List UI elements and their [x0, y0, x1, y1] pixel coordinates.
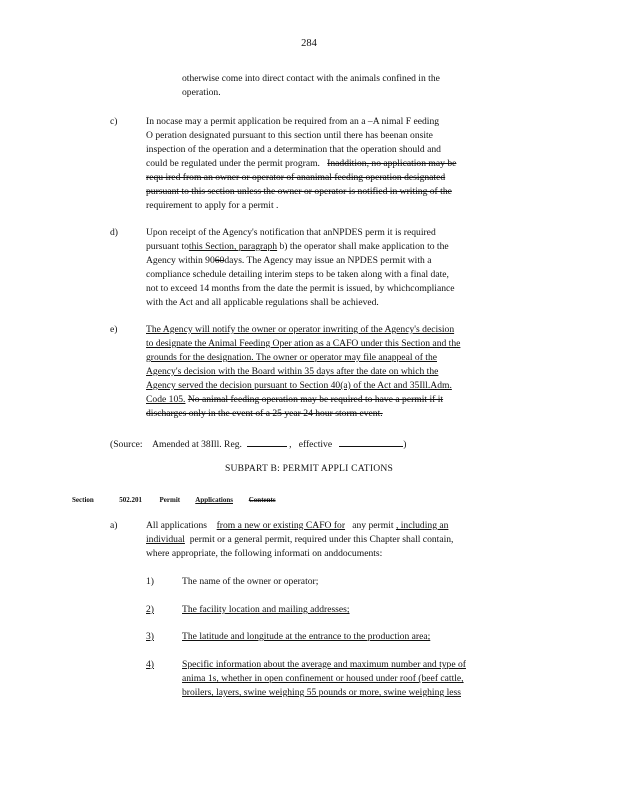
- inserted-text: , including an: [395, 520, 449, 531]
- deleted-line: discharges only in the event of a 25 year 24 hour storm event.: [146, 408, 383, 419]
- text-segment: b) the operator shall make application to the: [277, 241, 449, 252]
- text-line: where appropriate, the following informati on anddocuments:: [146, 548, 383, 559]
- text-segment: Agency within 90: [146, 255, 215, 266]
- register-blank: [247, 436, 287, 447]
- section-heading: [72, 493, 294, 507]
- source-amended: Amended at 38Ill. Reg.: [152, 439, 242, 450]
- text-line: requirement to apply for a permit .: [146, 200, 279, 211]
- deleted-text: 60: [214, 255, 225, 266]
- text-line: [146, 157, 538, 171]
- item-text: The latitude and longitude at the entrance to the production area;: [182, 631, 431, 642]
- item-text: [182, 658, 538, 700]
- inserted-line: to designate the Animal Feeding Oper ation as a CAFO under this Section and the: [146, 338, 461, 349]
- inserted-line: grounds for the designation. The owner or operator may file anappeal of the: [146, 352, 438, 363]
- paragraph-label-a: a): [110, 520, 118, 531]
- text-line: [146, 240, 538, 254]
- text-line: Upon receipt of the Agency's notification that anNPDES perm it is required: [146, 227, 436, 238]
- deleted-line: requ ired from an owner or operator of ananimal feeding operation designated: [146, 172, 446, 183]
- source-open: (Source:: [110, 439, 143, 450]
- text-line: [146, 519, 538, 533]
- text-segment: could be regulated under the permit program.: [146, 158, 320, 169]
- text-line: not to exceed 14 months from the date the permit is issued, by whichcompliance: [146, 283, 455, 294]
- section-title-contents: Contents: [248, 496, 276, 504]
- item-text: The facility location and mailing addresses;: [182, 604, 350, 615]
- inserted-text: this Section, paragraph: [188, 241, 278, 252]
- item-number: 2): [146, 604, 154, 615]
- paragraph-c: [146, 115, 538, 213]
- section-label: Section: [72, 496, 94, 504]
- text-line: with the Act and all applicable regulations shall be achieved.: [146, 297, 379, 308]
- paragraph-a: [146, 519, 538, 561]
- deleted-text: Inaddition, no application may be: [327, 158, 457, 169]
- inserted-line: anima 1s, whether in open confinement or housed under roof (beef cattle,: [182, 673, 464, 684]
- continuation-paragraph: [182, 72, 506, 100]
- paragraph-e: [146, 323, 538, 421]
- text-line: [146, 393, 538, 407]
- item-number: 4): [146, 659, 154, 670]
- source-note: (Source: Amended at 38Ill. Reg. , effective ): [110, 436, 407, 452]
- page-number: 284: [301, 38, 317, 49]
- item-text: The name of the owner or operator;: [182, 576, 319, 587]
- paragraph-label-c: c): [110, 116, 118, 127]
- text-line: inspection of the operation and a determination that the operation should and: [146, 144, 441, 155]
- text-line: O peration designated pursuant to this section until there has beenan onsite: [146, 130, 433, 141]
- section-number: 502.201: [119, 496, 143, 504]
- effective-date-blank: [339, 436, 403, 447]
- text-line: [146, 254, 538, 268]
- text-segment: pursuant to: [146, 241, 189, 252]
- section-title-permit: Permit: [159, 496, 181, 504]
- text-line: compliance schedule detailing interim steps to be taken along with a final date,: [146, 269, 449, 280]
- inserted-line: broilers, layers, swine weighing 55 pounds or more, swine weighing less: [182, 687, 461, 698]
- text-line: operation.: [182, 87, 221, 98]
- item-number: 1): [146, 576, 154, 587]
- inserted-line: Specific information about the average and maximum number and type of: [182, 659, 466, 670]
- inserted-text: individual: [146, 534, 185, 545]
- text-line: In nocase may a permit application be required from an a –A nimal F eeding: [146, 116, 440, 127]
- subpart-title: SUBPART B: PERMIT APPLI CATIONS: [224, 463, 394, 474]
- inserted-line: The Agency will notify the owner or operator inwriting of the Agency's decision: [146, 324, 455, 335]
- text-segment: any permit: [352, 520, 394, 531]
- deleted-text: No animal feeding operation may be required to have a permit if it: [187, 394, 444, 405]
- paragraph-label-d: d): [110, 227, 118, 238]
- section-title-applications: Applications: [195, 496, 233, 504]
- inserted-text: Code 105.: [146, 394, 186, 405]
- paragraph-label-e: e): [110, 324, 118, 335]
- source-effective: effective: [298, 439, 333, 450]
- inserted-line: Agency's decision with the Board within 35 days after the date on which the: [146, 366, 439, 377]
- paragraph-d: [146, 226, 538, 310]
- text-line: [146, 533, 538, 547]
- inserted-line: Agency served the decision pursuant to Section 40(a) of the Act and 35Ill.Adm.: [146, 380, 452, 391]
- text-segment: permit or a general permit, required under this Chapter shall contain,: [189, 534, 454, 545]
- text-segment: days. The Agency may issue an NPDES permit with a: [224, 255, 432, 266]
- deleted-line: pursuant to this section unless the owner or operator is notified in writing of the: [146, 186, 452, 197]
- item-number: 3): [146, 631, 154, 642]
- text-line: otherwise come into direct contact with the animals confined in the: [182, 73, 440, 84]
- inserted-text: from a new or existing CAFO for: [216, 520, 346, 531]
- text-segment: All applications: [146, 520, 208, 531]
